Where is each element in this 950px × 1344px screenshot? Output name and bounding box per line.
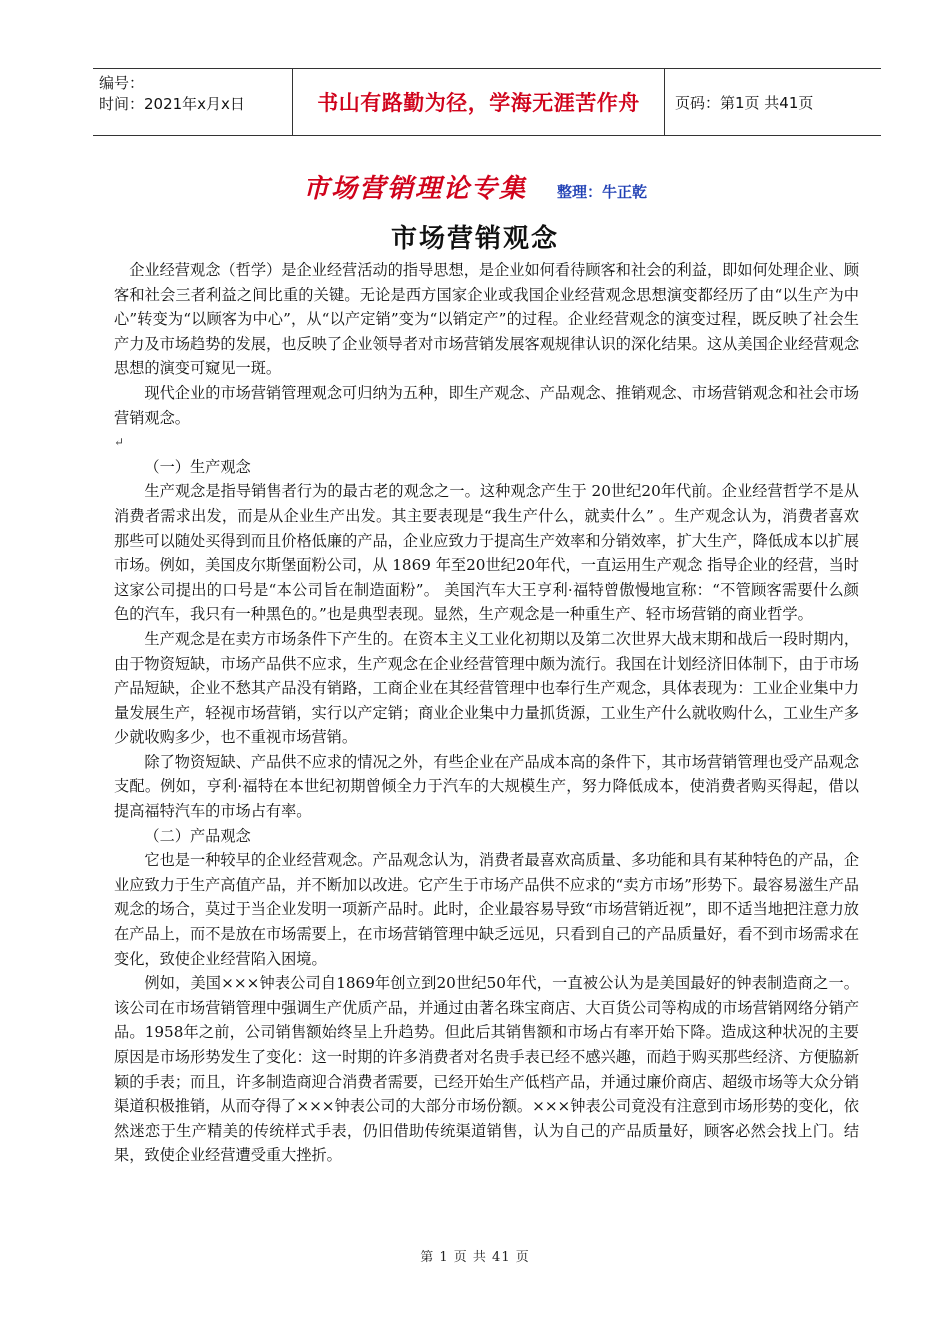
paragraph-product-2: 例如，美国×××钟表公司自1869年创立到20世纪50年代，一直被公认为是美国最好的钟表制造商之一。该公司在市场营销管理中强调生产优质产品，并通过由著名珠宝商店、大百货公司等构成的市场营销网络分销产品。1958年之前，公司销售额始终呈上升趋势。但此后其销售额和市场占有率开始下降。造成这种状况的主要原因是市场形势发生了变化：这一时期的许多消费者对名贵手表已经不感兴趣，而趋于购买那些经济、方便脇新颖的手表；而且，许多制造商迎合消费者需要，已经开始生产低档产品，并通过廉价商店、超级市场等大众分销渠道积极推销，从而夺得了×××钟表公司的大部分市场份额。×××钟表公司竟没有注意到市场形势的变化，依然迷恋于生产精美的传统样式手表，仍旧借助传统渠道销售，认为自己的产品质量好，顾客必然会找上门。结果，致使企业经营遭受重大挫折。 <box>114 974 859 1165</box>
document-time-label: 时间：2021年x月x日 <box>99 95 245 113</box>
header-meta <box>93 69 293 135</box>
heading-product-concept: （二）产品观念 <box>144 826 251 845</box>
editor-credit: 整理：牛正乾 <box>557 183 648 201</box>
heading-production-concept: （一）生产观念 <box>144 457 251 476</box>
paragraph-product-1: 它也是一种较早的企业经营观念。产品观念认为，消费者最喜欢高质量、多功能和具有某种特色的产品，企业应致力于生产高值产品，并不断加以改进。它产生于市场产品供不应求的“卖方市场”形势下。最容易滋生产品观念的场合，莫过于当企业发明一项新产品时。此时，企业最容易导致“市场营销近视”，即不适当地把注意力放在产品上，而不是放在市场需要上，在市场营销管理中缺乏远见，只看到自己的产品质量好，看不到市场需求在变化，致使企业经营陷入困境。 <box>114 851 859 968</box>
header-table <box>93 68 881 136</box>
main-title: 市场营销理论专集 <box>302 174 527 204</box>
section-title: 市场营销观念 <box>390 224 559 254</box>
title-row <box>0 168 950 205</box>
document-number-label: 编号： <box>99 74 145 92</box>
paragraph-mark: ↵ <box>114 435 125 450</box>
header-motto: 书山有路勤为径，学海无涯苦作舟 <box>293 69 665 135</box>
paragraph-production-3: 除了物资短缺、产品供不应求的情况之外，有些企业在产品成本高的条件下，其市场营销管理也受产品观念支配。例如，亨利·福特在本世纪初期曾倾全力于汽车的大规模生产，努力降低成本，使消费者购买得起，借以提高福特汽车的市场占有率。 <box>114 752 859 821</box>
paragraph-production-2: 生产观念是在卖方市场条件下产生的。在资本主义工业化初期以及第二次世界大战末期和战后一段时期内，由于物资短缺，市场产品供不应求，生产观念在企业经营管理中颇为流行。我国在计划经济旧体制下，由于市场产品短缺，企业不愁其产品没有销路，工商企业在其经营管理中也奉行生产观念，具体表现为：工业企业集中力量发展生产，轻视市场营销，实行以产定销；商业企业集中力量抓货源，工业生产什么就收购什么，工业生产多少就收购多少，也不重视市场营销。 <box>114 629 859 747</box>
header-page-info: 页码：第1页 共41页 <box>675 93 814 112</box>
paragraph-production-1: 生产观念是指导销售者行为的最古老的观念之一。这种观念产生于 20世纪20年代前。企业经营哲学不是从消费者需求出发，而是从企业生产出发。其主要表现是“我生产什么，就卖什么” 。生产观念认为，消费者喜欢那些可以随处买得到而且价格低廉的产品，企业应致力于提高生产效率和分销效率，扩大生产，降低成本以扩展市场。例如，美国皮尔斯堡面粉公司，从 1869 年至20世纪20年代，一直运用生产观念 指导企业的经营，当时这家公司提出的口号是“本公司旨在制造面粉”。 美国汽车大王亨利·福特曾傲慢地宣称：“不管顾客需要什么颜色的汽车，我只有一种黑色的。”也是典型表现。显然，生产观念是一种重生产、轻市场营销的商业哲学。 <box>114 482 859 624</box>
paragraph-intro: 企业经营观念（哲学）是企业经营活动的指导思想，是企业如何看待顾客和社会的利益，即如何处理企业、顾客和社会三者利益之间比重的关键。无论是西方国家企业或我国企业经营观念思想演变都经历了由“以生产为中心”转变为“以顾客为中心”，从“以产定销”变为“以销定产”的过程。企业经营观念的演变过程，既反映了社会生产力及市场趋势的发展，也反映了企业领导者对市场营销发展客观规律认识的深化结果。这从美国企业经营观念思想的演变可窥见一斑。 <box>114 261 859 378</box>
paragraph-five-concepts: 现代企业的市场营销管理观念可归纳为五种，即生产观念、产品观念、推销观念、市场营销观念和社会市场营销观念。 <box>114 383 859 427</box>
page-footer: 第 1 页 共 41 页 <box>420 1250 530 1265</box>
document-body <box>114 258 859 1168</box>
